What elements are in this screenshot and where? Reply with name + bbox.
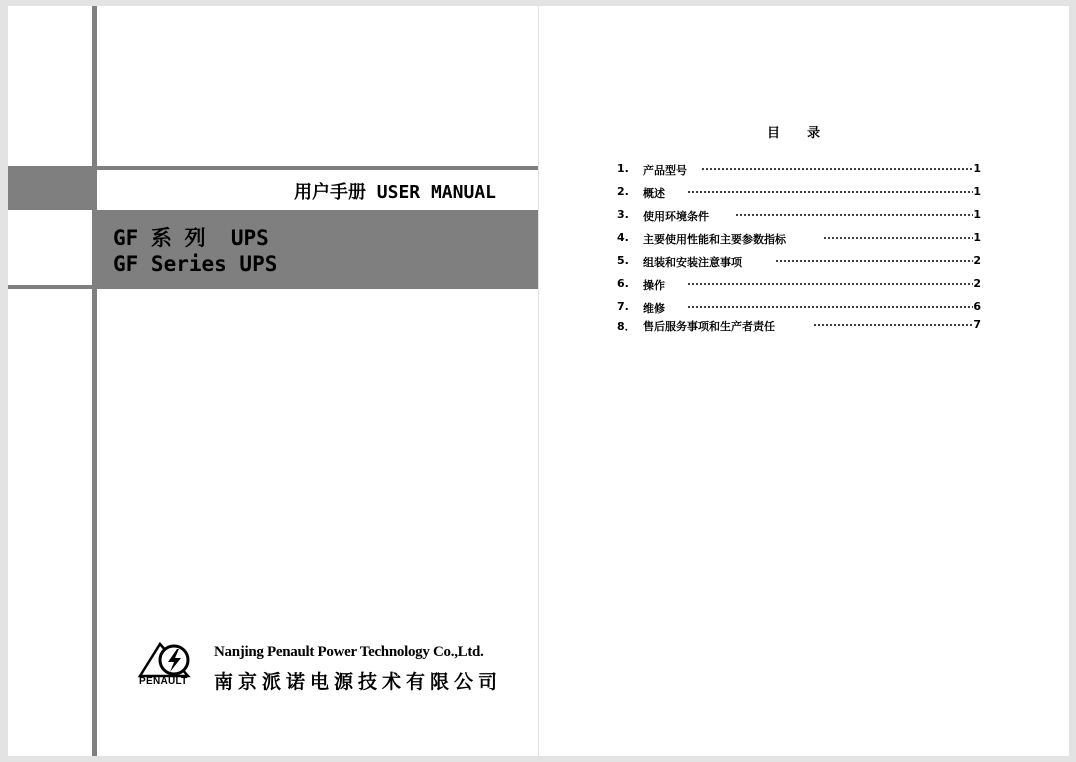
- toc-item-number: 8．: [617, 320, 636, 333]
- bottom-rule: [8, 285, 92, 289]
- toc-item-number: 5.: [617, 254, 629, 267]
- toc-leader-dots: [687, 191, 973, 193]
- toc-item-number: 2.: [617, 185, 629, 198]
- toc-item-page: 1: [973, 208, 981, 221]
- toc-leader-dots: [813, 324, 973, 326]
- series-title-en: GF Series UPS: [113, 252, 278, 276]
- toc-item-title: 维修: [643, 302, 665, 315]
- toc-item-title: 售后服务事项和生产者责任: [643, 320, 775, 333]
- toc-item-number: 1.: [617, 162, 629, 175]
- manual-title: 用户手册 USER MANUAL: [293, 182, 496, 203]
- toc-item[interactable]: [617, 318, 981, 334]
- left-gray-block: [8, 166, 92, 210]
- toc-item-title: 操作: [643, 279, 665, 292]
- toc-item-title: 使用环境条件: [643, 210, 709, 223]
- toc-item-title: 主要使用性能和主要参数指标: [643, 233, 786, 246]
- toc-item-number: 7.: [617, 300, 629, 313]
- toc-item-number: 4.: [617, 231, 629, 244]
- top-rule: [97, 166, 538, 170]
- toc-item-page: 2: [973, 277, 981, 290]
- toc-item-page: 2: [973, 254, 981, 267]
- toc-leader-dots: [687, 306, 973, 308]
- toc-item-page: 1: [973, 162, 981, 175]
- toc-item[interactable]: [617, 162, 981, 178]
- toc-item-title: 组装和安装注意事项: [643, 256, 742, 269]
- toc-item-page: 1: [973, 231, 981, 244]
- toc-item-number: 3.: [617, 208, 629, 221]
- logo-wordmark: PENAULT: [139, 676, 188, 687]
- toc-leader-dots: [823, 237, 973, 239]
- vertical-bar: [92, 6, 97, 756]
- toc-page: [539, 6, 1069, 756]
- toc-item-page: 1: [973, 185, 981, 198]
- toc-item-title: 产品型号: [643, 164, 687, 177]
- toc-item[interactable]: [617, 277, 981, 293]
- toc-heading: 目 录: [767, 126, 821, 141]
- cover-page: [8, 6, 538, 756]
- toc-item-page: 7: [973, 318, 981, 331]
- series-title-cn: GF 系 列 UPS: [113, 226, 269, 250]
- toc-item[interactable]: [617, 208, 981, 224]
- toc-item-page: 6: [973, 300, 981, 313]
- toc-leader-dots: [775, 260, 973, 262]
- toc-item-number: 6.: [617, 277, 629, 290]
- toc-item[interactable]: [617, 185, 981, 201]
- toc-item[interactable]: [617, 254, 981, 270]
- company-name-en: Nanjing Penault Power Technology Co.,Ltd.: [214, 644, 484, 660]
- toc-leader-dots: [701, 168, 973, 170]
- toc-leader-dots: [735, 214, 973, 216]
- toc-item-title: 概述: [643, 187, 665, 200]
- toc-item[interactable]: [617, 231, 981, 247]
- toc-item[interactable]: [617, 300, 981, 316]
- company-name-cn: 南京派诺电源技术有限公司: [214, 671, 503, 693]
- toc-leader-dots: [687, 283, 973, 285]
